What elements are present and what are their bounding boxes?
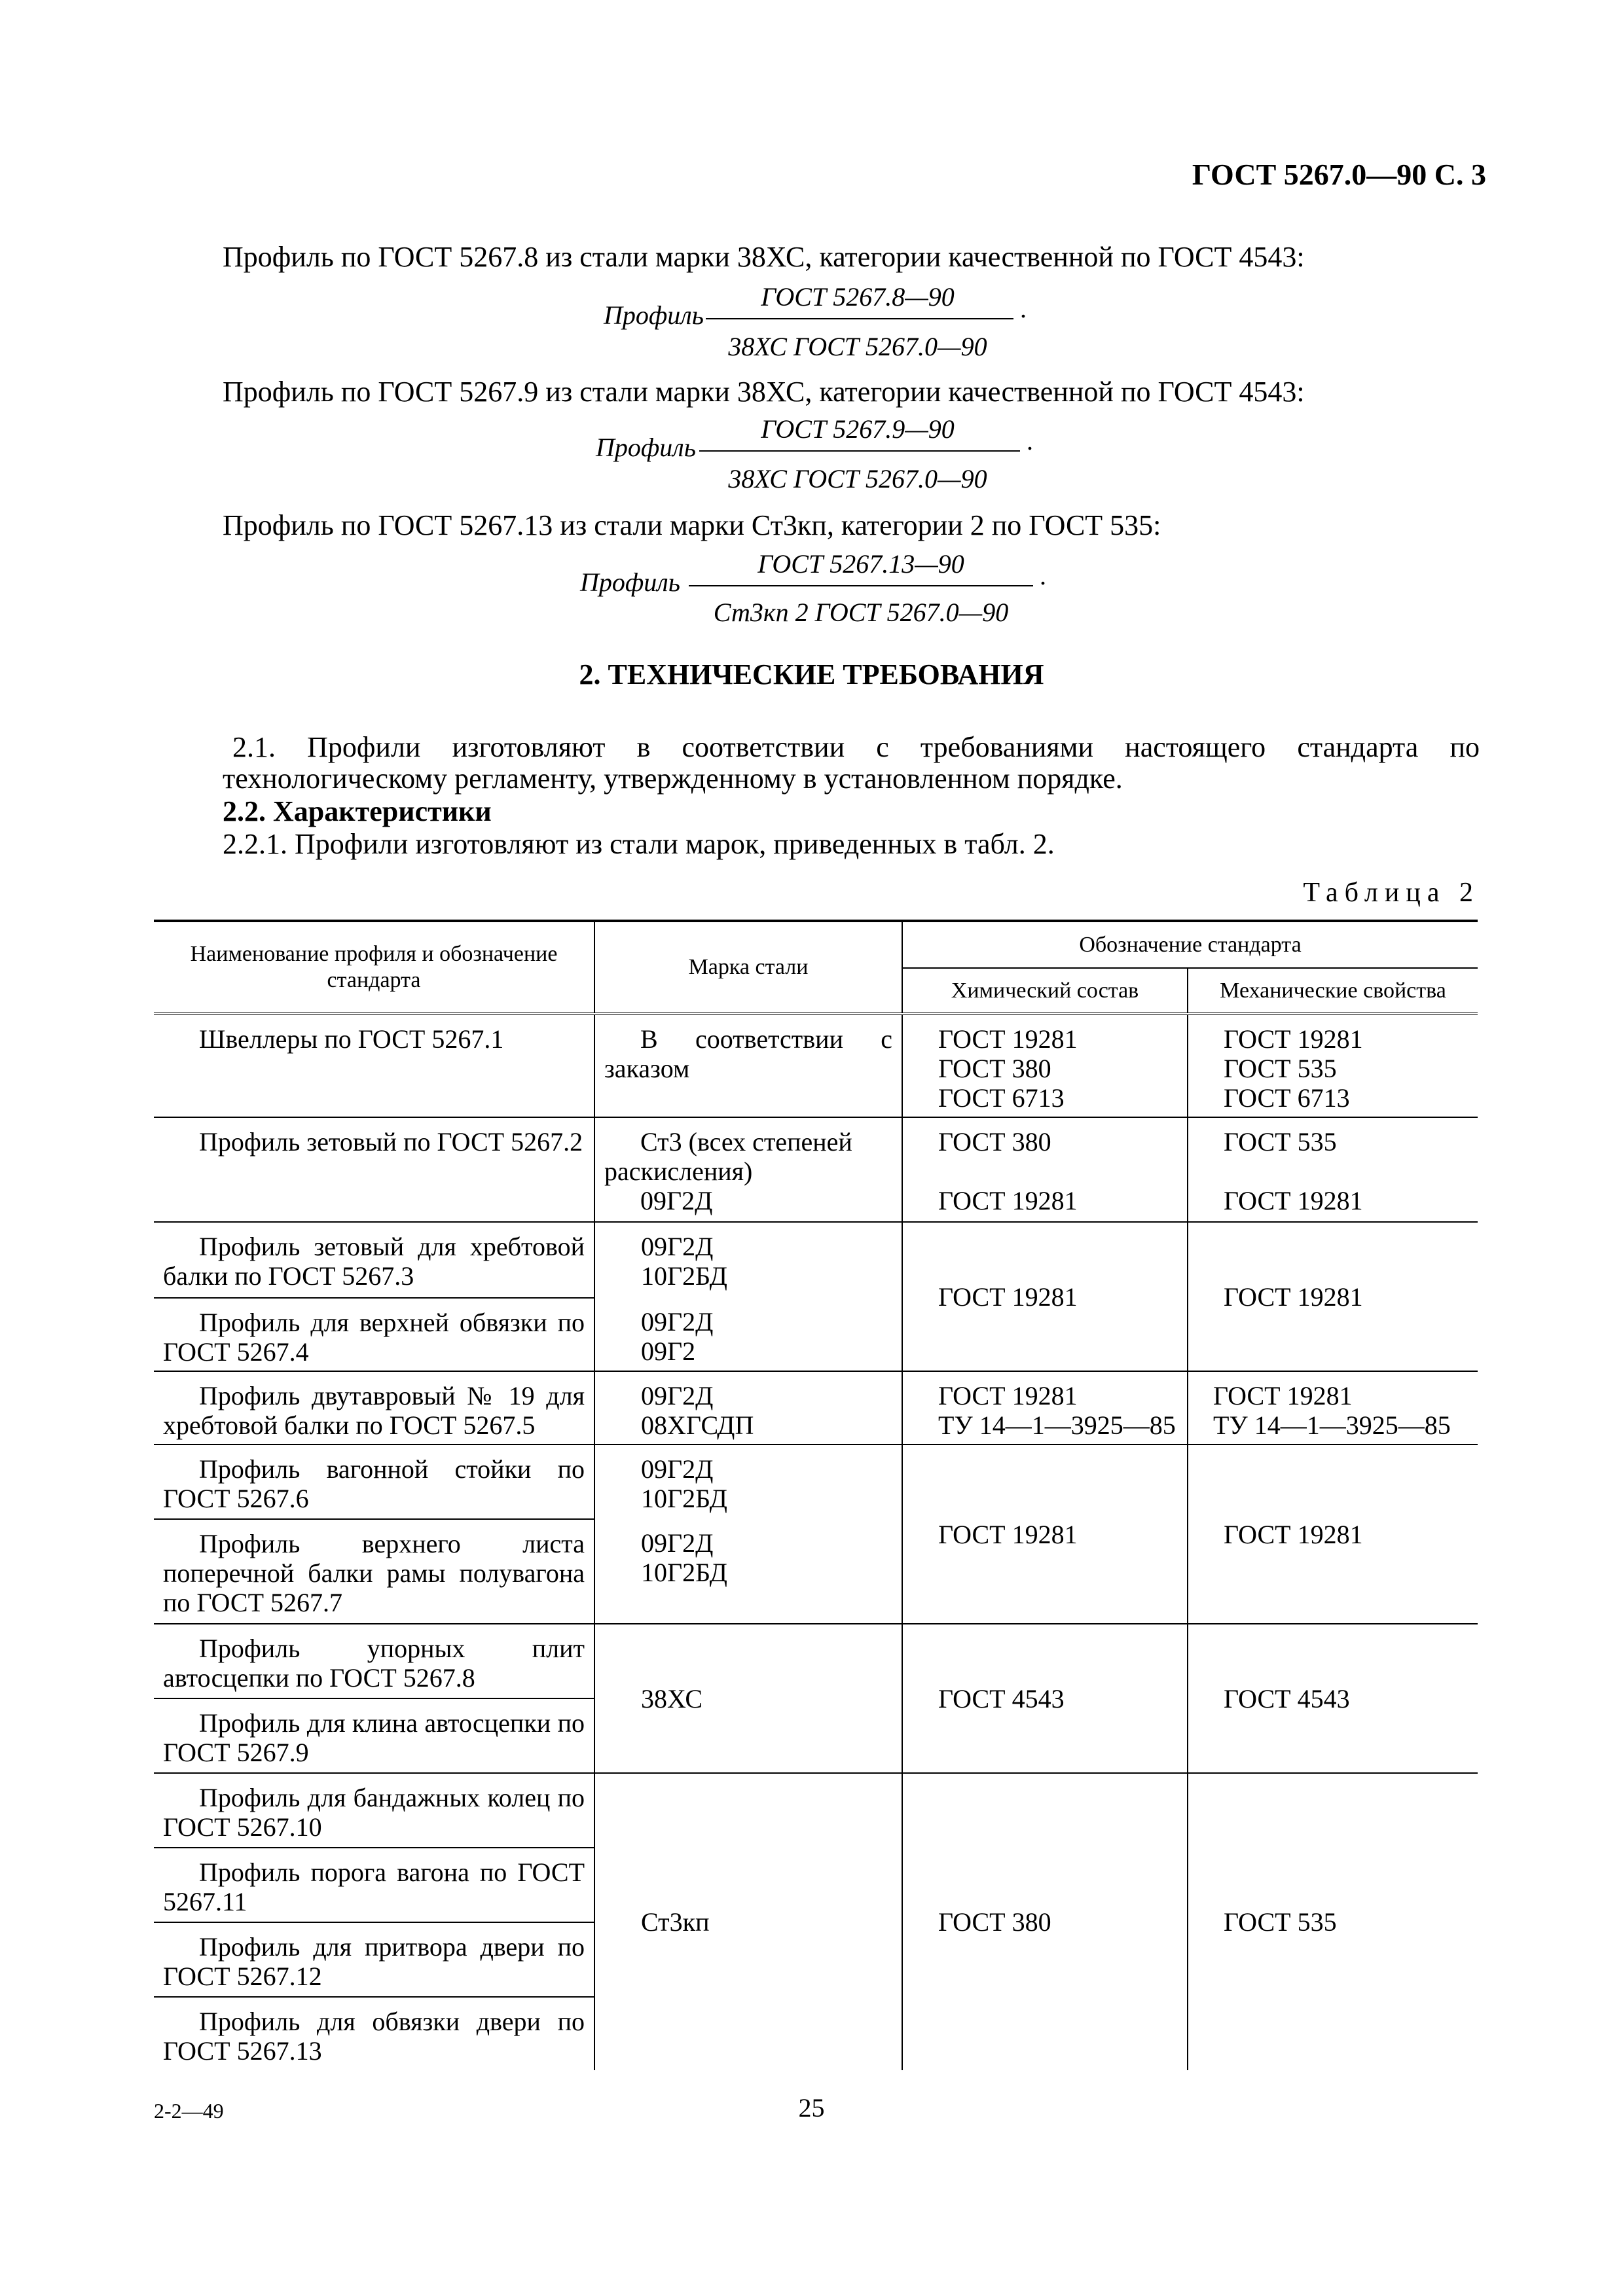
row-mech <box>1188 1014 1478 1117</box>
header-mech: Механические свойства <box>1188 968 1478 1014</box>
mech-value: ТУ 14—1—3925—85 <box>1213 1410 1451 1440</box>
table-row <box>154 1371 1478 1444</box>
formula-denominator: Ст3кп 2 ГОСТ 5267.0—90 <box>713 598 1009 627</box>
row-name: Швеллеры по ГОСТ 5267.1 <box>154 1014 594 1117</box>
row-steel <box>594 1371 902 1444</box>
row-steel: Ст3кп <box>594 1773 902 2070</box>
chem-value: ГОСТ 380 <box>938 1054 1051 1083</box>
formula-denominator: 38ХС ГОСТ 5267.0—90 <box>728 464 987 493</box>
row-steel <box>594 1117 902 1222</box>
row-name: Профиль для бандажных колец по ГОСТ 5267.10 <box>154 1773 594 1848</box>
clause-2-2: 2.2. Характеристики <box>223 795 492 827</box>
row-name: Профиль для притвора двери по ГОСТ 5267.12 <box>154 1922 594 1997</box>
row-steel <box>594 1444 902 1519</box>
header-name: Наименование профиля и обозначение стандарта <box>154 921 594 1014</box>
row-name: Профиль для верхней обвязки по ГОСТ 5267.4 <box>154 1298 594 1371</box>
steel-value: 09Г2Д <box>641 1528 714 1558</box>
mech-value: ГОСТ 535 <box>1224 1127 1337 1157</box>
row-mech: ГОСТ 4543 <box>1188 1624 1478 1773</box>
row-name: Профиль зетовый для хребтовой балки по ГОСТ 5267.3 <box>154 1222 594 1298</box>
row-name: Профиль порога вагона по ГОСТ 5267.11 <box>154 1848 594 1922</box>
row-chem: ГОСТ 19281 <box>902 1444 1188 1624</box>
table-row <box>154 1117 1478 1222</box>
formula-numerator: ГОСТ 5267.9—90 <box>761 414 955 444</box>
formula-numerator: ГОСТ 5267.8—90 <box>761 282 955 312</box>
formula-word: Профиль <box>604 300 704 330</box>
example-3-text: Профиль по ГОСТ 5267.13 из стали марки Ст3кп, категории 2 по ГОСТ 535: <box>223 509 1161 541</box>
chem-value: ГОСТ 380 <box>938 1127 1051 1157</box>
steel-value: Ст3 (всех степеней раскисления) <box>604 1127 852 1186</box>
table-caption: Таблица 2 <box>1303 878 1480 908</box>
steel-value: 09Г2Д <box>641 1454 714 1484</box>
chem-value: ГОСТ 19281 <box>938 1024 1078 1054</box>
row-mech <box>1188 1371 1478 1444</box>
steel-value: 09Г2 <box>641 1336 696 1366</box>
row-name: Профиль упорных плит автосцепки по ГОСТ 5267.8 <box>154 1624 594 1698</box>
formula-numerator: ГОСТ 5267.13—90 <box>757 549 964 579</box>
steel-value: 09Г2Д <box>641 1307 714 1336</box>
mech-value: ГОСТ 535 <box>1224 1054 1337 1083</box>
header-chem: Химический состав <box>902 968 1188 1014</box>
running-header: ГОСТ 5267.0—90 С. 3 <box>1192 158 1486 191</box>
clause-2-2-1: 2.2.1. Профили изготовляют из стали марок, приведенных в табл. 2. <box>223 828 1055 860</box>
row-name: Профиль зетовый по ГОСТ 5267.2 <box>154 1117 594 1222</box>
steel-grades-table <box>154 920 1478 2070</box>
example-2-text: Профиль по ГОСТ 5267.9 из стали марки 38ХС, категории качественной по ГОСТ 4543: <box>223 376 1305 408</box>
steel-value: 10Г2БД <box>641 1484 727 1513</box>
chem-value: ГОСТ 19281 <box>938 1381 1078 1410</box>
mech-value: ГОСТ 19281 <box>1224 1186 1363 1215</box>
row-steel <box>594 1298 902 1371</box>
steel-value: 09Г2Д <box>641 1381 714 1410</box>
formula-word: Профиль <box>580 567 680 597</box>
row-chem <box>902 1117 1188 1222</box>
row-mech: ГОСТ 19281 <box>1188 1444 1478 1624</box>
row-mech: ГОСТ 19281 <box>1188 1222 1478 1371</box>
formula-word: Профиль <box>596 433 696 462</box>
row-steel: В соответствии с заказом <box>594 1014 902 1117</box>
row-name: Профиль для клина автосцепки по ГОСТ 5267.9 <box>154 1698 594 1773</box>
row-steel <box>594 1519 902 1624</box>
steel-value: 08ХГСДП <box>641 1410 754 1440</box>
row-name: Профиль двутавровый № 19 для хребтовой балки по ГОСТ 5267.5 <box>154 1371 594 1444</box>
header-standard: Обозначение стандарта <box>902 921 1478 968</box>
row-name: Профиль для обвязки двери по ГОСТ 5267.13 <box>154 1997 594 2070</box>
table-row <box>154 1624 1478 1698</box>
steel-value: 09Г2Д <box>641 1232 714 1261</box>
header-steel: Марка стали <box>594 921 902 1014</box>
formula-dot: . <box>1020 294 1027 323</box>
page-number: 25 <box>798 2093 825 2123</box>
row-steel <box>594 1222 902 1298</box>
chem-value: ГОСТ 19281 <box>938 1186 1078 1215</box>
mech-value: ГОСТ 6713 <box>1224 1083 1350 1113</box>
example-1-text: Профиль по ГОСТ 5267.8 из стали марки 38ХС, категории качественной по ГОСТ 4543: <box>223 241 1305 273</box>
section-title: 2. ТЕХНИЧЕСКИЕ ТРЕБОВАНИЯ <box>579 658 1044 691</box>
row-chem: ГОСТ 380 <box>902 1773 1188 2070</box>
mech-value: ГОСТ 19281 <box>1213 1381 1353 1410</box>
clause-2-1: 2.1. Профили изготовляют в соответствии с требованиями настоящего стандарта по технологическому регламенту, утвержденному в установленном порядке. <box>223 731 1480 795</box>
mech-value: ГОСТ 19281 <box>1224 1024 1363 1054</box>
formula-denominator: 38ХС ГОСТ 5267.0—90 <box>728 332 987 361</box>
fraction-bar <box>689 585 1033 586</box>
row-name: Профиль вагонной стойки по ГОСТ 5267.6 <box>154 1444 594 1519</box>
row-chem <box>902 1371 1188 1444</box>
fraction-bar <box>699 450 1020 452</box>
steel-value: 10Г2БД <box>641 1261 727 1291</box>
table-row <box>154 1222 1478 1298</box>
row-chem <box>902 1014 1188 1117</box>
row-steel: 38ХС <box>594 1624 902 1773</box>
formula-dot: . <box>1040 561 1046 590</box>
table-row <box>154 1444 1478 1519</box>
chem-value: ГОСТ 6713 <box>938 1083 1065 1113</box>
fraction-bar <box>706 318 1013 319</box>
row-chem: ГОСТ 4543 <box>902 1624 1188 1773</box>
formula-dot: . <box>1027 426 1033 456</box>
steel-value: 10Г2БД <box>641 1558 727 1587</box>
steel-value: 09Г2Д <box>640 1186 713 1215</box>
row-name: Профиль верхнего листа поперечной балки рамы полувагона по ГОСТ 5267.7 <box>154 1519 594 1624</box>
row-mech: ГОСТ 535 <box>1188 1773 1478 2070</box>
table-row <box>154 1014 1478 1117</box>
table-row <box>154 1773 1478 1848</box>
footer-code: 2-2—49 <box>154 2099 224 2123</box>
row-chem: ГОСТ 19281 <box>902 1222 1188 1371</box>
row-mech <box>1188 1117 1478 1222</box>
chem-value: ТУ 14—1—3925—85 <box>938 1410 1176 1440</box>
